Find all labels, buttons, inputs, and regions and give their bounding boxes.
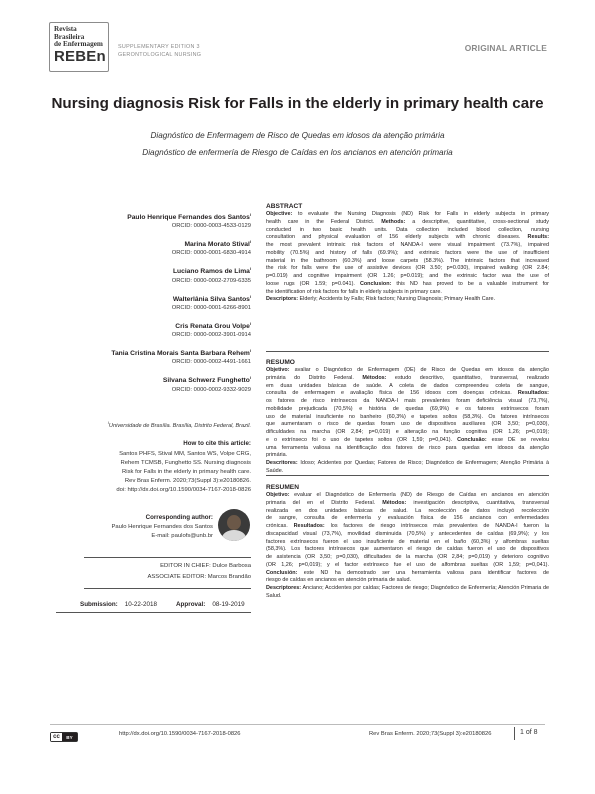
text-run: (58,3%). Los factores intrínsecos que aumentaron el riesgo de caídas fueron el uso de dispositivos (266, 546, 549, 553)
descritores-text: Idoso; Acidentes por Quedas; Fatores de Risco; Diagnóstico de Enfermagem; Atenção Primária à Saúde. (266, 460, 549, 474)
subtitle-spanish: Diagnóstico de enfermería de Riesgo de Caídas en los ancianos en atención primaria (142, 148, 453, 157)
avatar-body (222, 530, 246, 541)
text-run: consulta de enfermagem e avaliação física de 156 idosos com doenças crônicas. (266, 390, 518, 397)
text-line (266, 577, 549, 585)
submission-value: 10-22-2018 (124, 601, 158, 608)
text-line (266, 515, 549, 523)
author-orcid[interactable]: ORCID: 0000-0003-4533-0129 (171, 223, 251, 230)
author-orcid[interactable]: ORCID: 0000-0001-6266-8901 (171, 304, 251, 311)
text-line (266, 383, 549, 391)
footer-divider (50, 724, 545, 725)
author-orcid[interactable]: ORCID: 0000-0002-2709-6335 (171, 277, 251, 284)
resumen-body (266, 492, 549, 585)
text-line (266, 546, 549, 554)
section-label: Resultados: (293, 523, 325, 529)
text-run: este ND ha demostrado ser una herramienta valiosa para identificar factores de (297, 569, 549, 576)
affiliation (56, 420, 251, 429)
text-run: the identification of risk factors for falls in elderly subjects in primary care. (266, 288, 442, 295)
text-line (266, 242, 549, 250)
text-line (266, 539, 549, 547)
cite-line: Risk for Falls in the elderly in primary health care. (122, 468, 251, 475)
text-run: a descriptive, quantitative, cross-sectional study (405, 218, 549, 225)
text-run: uma ferramenta valiosa na identificação dos fatores de risco para quedas em idosos da atenção (266, 444, 549, 451)
editor-in-chief: EDITOR IN CHIEF: Dulce Barbosa (160, 563, 251, 569)
resumo-body (266, 367, 549, 460)
text-line (266, 421, 549, 429)
resumo-descriptors (266, 460, 549, 476)
avatar-face (227, 515, 241, 530)
divider (84, 557, 251, 558)
journal-logo (49, 22, 109, 72)
text-line (266, 289, 549, 297)
approval-label: Approval: (176, 601, 206, 608)
text-run: discapacidad visual (73,7%), movilidad disminuida (70,5%) y antecedentes de caídas (69,9%); y los (266, 530, 549, 537)
author-name-text: Luciano Ramos de Lima (172, 268, 250, 276)
text-line (266, 375, 549, 383)
text-run: que aumentaram o risco de quedas foram uso de dispositivos auxiliares (OR 3,50; p=0,030), (266, 421, 549, 428)
author-name-text: Cris Renata Grou Volpe (175, 323, 250, 331)
resumen-descriptors (266, 585, 549, 601)
descriptores-text: Anciano; Accidentes por caídas; Factores de riesgo; Diagnóstico de Enfermería; Atención Primaria de Salud. (266, 585, 549, 599)
cc-icon: cc (51, 733, 62, 741)
author-orcid[interactable]: ORCID: 0000-0002-4491-1661 (171, 359, 251, 366)
page-number: 1 of 8 (520, 729, 538, 736)
text-line (266, 250, 549, 258)
text-line (266, 452, 549, 460)
author-orcid[interactable]: ORCID: 0000-0002-3901-0914 (171, 332, 251, 339)
text-line (266, 406, 549, 414)
logo-line: de Enfermagem (54, 40, 103, 49)
article-title: Nursing diagnosis Risk for Falls in the elderly in primary health care (51, 95, 544, 112)
section-label: Conclusão: (457, 436, 487, 443)
text-line (266, 508, 549, 516)
author-affiliation-marker: I (249, 348, 251, 354)
text-run: mobility (70.5%) and history of falls (69.9%); and extrinsic factors were the use of insufficient (266, 249, 549, 256)
cite-line: Rehem TCMSB, Funghetto SS. Nursing diagnosis (120, 459, 251, 466)
text-run: esse DE se revelou (486, 436, 549, 443)
text-line (266, 570, 549, 578)
abstract-body (266, 211, 549, 296)
logo-brand: REBEn (54, 47, 106, 65)
text-line (266, 445, 549, 453)
author-affiliation-marker: I (249, 266, 251, 272)
corresponding-author-name: Paulo Henrique Fernandes dos Santos (111, 524, 213, 530)
submission-date (80, 601, 157, 608)
abstract-section (266, 202, 549, 304)
author-name-text: Silvana Schwerz Funghetto (162, 377, 250, 385)
text-line (266, 390, 549, 398)
author-affiliation-marker: I (249, 212, 251, 217)
footer-separator (514, 727, 515, 740)
section-label: Métodos: (362, 374, 387, 381)
section-label: GERONTOLOGICAL NURSING (118, 52, 202, 58)
text-line (266, 265, 549, 273)
cc-license-badge[interactable] (50, 732, 78, 742)
text-run: this ND has proved to be a valuable instrument for (391, 280, 549, 287)
avatar (218, 509, 250, 541)
author-list (56, 210, 251, 394)
descriptors-text: Elderly; Accidents by Falls; Risk factors; Nursing Diagnosis; Primary Health Care. (298, 296, 496, 303)
text-run: to evaluate the Nursing Diagnosis (ND) Risk for Falls in elderly subjects in primary (292, 211, 549, 217)
section-label: Conclusion: (359, 280, 392, 287)
text-run: primaria del en el Distrito Federal. (266, 499, 383, 506)
text-run: los factores de riesgo intrínsecos más prevalentes de NANDA-I fueron la (324, 523, 550, 529)
divider (56, 612, 251, 613)
text-run: dificuldades na marcha (OR 2,84; p=0,019) e alteração na função cognitiva (OR 1,26; p=0,019); (266, 429, 549, 435)
section-label: Methods: (381, 218, 406, 225)
author-affiliation-marker: I (249, 293, 251, 299)
text-run: conducted in two basic health units. Data collection included blood collection, nursing (266, 226, 549, 233)
descriptores-label: Descriptores: (266, 585, 302, 591)
text-line (266, 554, 549, 562)
text-run: the risk for falls were the use of assistive devices (OR 3.50; p=0.030), impaired walking (OR 2.84; (266, 265, 549, 272)
corresponding-author-heading: Corresponding author: (145, 514, 213, 521)
text-line (266, 414, 549, 422)
text-run: consultation and physical evaluation of 156 elderly subjects with chronic diseases. (266, 234, 528, 241)
text-run: material in the bathroom (60.3%) and loose carpets (58.3%). The intrinsic factors that increased (266, 257, 549, 264)
author-name-text: Tania Cristina Morais Santa Barbara Rehem (111, 350, 250, 358)
abstract-heading: ABSTRACT (266, 203, 303, 210)
cite-line: Rev Bras Enferm. 2020;73(Suppl 3):e20180826. (124, 477, 251, 484)
section-label: Objective: (266, 211, 293, 217)
section-label: Objetivo: (266, 367, 290, 373)
author-name-text: Marina Morato Stival (184, 241, 250, 249)
descriptors-label: Descriptors: (266, 296, 299, 303)
text-line (266, 437, 549, 445)
section-label: Resultados: (517, 390, 549, 397)
section-label: Objetivo: (266, 492, 290, 498)
corresponding-author (56, 523, 213, 541)
author-orcid[interactable]: ORCID: 0000-0002-9332-9029 (171, 386, 251, 393)
text-run: evaluar el Diagnóstico de Enfermería (ND) de Riesgo de Caídas en ancianos en atención (289, 492, 549, 498)
associate-editor: ASSOCIATE EDITOR: Marcos Brandão (147, 574, 251, 580)
text-run: os fatores de risco intrínsecos da NANDA-I mais prevalentes foram deficiência visual (73,7%), (266, 398, 549, 404)
resumen-section (266, 483, 549, 601)
logo-line: Brasileira (54, 32, 85, 41)
affiliation-text: Universidade de Brasília. Brasília, Distrito Federal, Brazil. (108, 422, 251, 429)
text-run: investigación descriptiva, cuantitativa, transversal (406, 499, 549, 506)
author-affiliation-marker: I (249, 375, 251, 381)
how-to-cite-body (56, 450, 251, 495)
section-label: Métodos: (382, 499, 407, 506)
approval-value: 08-19-2019 (212, 601, 245, 608)
text-line (266, 500, 549, 508)
footer-citation: Rev Bras Enferm. 2020;73(Suppl 3):e20180826 (369, 731, 492, 737)
text-run: mobilidade prejudicada (70,5%) e história de quedas (69,9%) e os fatores extrínsecos foram (266, 405, 549, 412)
cite-doi-link[interactable]: doi: http://dx.doi.org/10.1590/0034-7167-2018-0826 (116, 486, 251, 493)
text-run: estudo descritivo, quantitativo, transversal, realizado (386, 374, 549, 381)
affiliation-marker: I (107, 420, 109, 425)
subtitle-portuguese: Diagnóstico de Enfermagem de Risco de Quedas em idosos da atenção primária (150, 131, 445, 140)
descritores-label: Descritores: (266, 460, 298, 466)
text-run: em duas unidades básicas de saúde. A coleta de dados compreendeu coleta de sangue, (266, 382, 549, 389)
text-line (266, 273, 549, 281)
author-name (56, 237, 251, 249)
resumen-heading: RESUMEN (266, 484, 299, 491)
text-line (266, 398, 549, 406)
author-affiliation-marker: I (249, 239, 251, 245)
footer-doi-link[interactable]: http://dx.doi.org/10.1590/0034-7167-2018-0826 (119, 731, 241, 737)
logo-line: Revista (54, 25, 77, 33)
text-run: de asistencia (OR 3,50; p=0,030), dificultades de la marcha (OR 2,84; p=0,019) y deterioro cognitivo (266, 554, 549, 560)
author-affiliation-marker: I (249, 320, 251, 326)
author-name (56, 346, 251, 358)
text-line (266, 258, 549, 266)
text-run: de sangre, consulta de enfermería y evaluación física de 156 ancianos con enfermedades (266, 515, 549, 522)
corresponding-author-email[interactable]: E-mail: paulofs@unb.br (151, 533, 213, 539)
text-line (266, 227, 549, 235)
author-name-text: Walterlânia Silva Santos (172, 295, 250, 303)
text-run: the most prevalent intrinsic risk factors of NANDA-I were visual impairment (73.7%), impaired (266, 242, 549, 248)
text-run: riesgo de caídas en ancianos en atención primaria de salud. (266, 577, 412, 584)
abstract-descriptors (266, 296, 549, 304)
section-label: Conclusión: (266, 569, 298, 576)
author-name (56, 373, 251, 385)
text-run: health care in the Federal District. (266, 218, 382, 225)
text-run: primária do Distrito Federal. (266, 374, 363, 381)
divider (266, 351, 549, 352)
author-name (56, 292, 251, 304)
supplementary-edition: SUPPLEMENTARY EDITION 3 (118, 44, 200, 50)
resumo-heading: RESUMO (266, 359, 295, 366)
text-run: factores extrínsecos fueron el uso insuficiente de material en el baño (60,3%) y alfombras sueltas (266, 538, 549, 545)
text-line (266, 234, 549, 242)
text-run: loose rugs (OR 1.59; p=0.041). (266, 280, 360, 287)
text-run: primária. (266, 452, 288, 459)
cite-line: Santos PHFS, Stival MM, Santos WS, Volpe CRG, (119, 451, 251, 457)
text-line (266, 531, 549, 539)
text-run: crónicas. (266, 523, 294, 529)
text-run: e o extrínseco foi o uso de tapetes soltos (OR 1,59; p=0,041). (266, 436, 458, 443)
text-run: avaliar o Diagnóstico de Enfermagem (DE) de Risco de Quedas em idosos da atenção (289, 367, 549, 373)
text-line (266, 211, 549, 219)
author-name (56, 319, 251, 331)
text-line (266, 367, 549, 375)
section-label: Results: (527, 234, 549, 241)
divider (266, 475, 549, 476)
text-line (266, 281, 549, 289)
text-run: p=0.019) and cognitive impairment (OR 1.26; p=0.019); and the extrinsic factor was the use of (266, 273, 549, 279)
by-icon: BY (62, 733, 77, 741)
text-line (266, 429, 549, 437)
approval-date (176, 601, 245, 608)
text-run: realizada en dos unidades básicas de salud. La recolección de datos incluyó recolección (266, 507, 549, 514)
text-run: uso de material insuficiente no banheiro (60,3%) e tapetes soltos (58,3%). Os fatores intrínsecos (266, 413, 549, 420)
text-line (266, 219, 549, 227)
submission-label: Submission: (80, 601, 118, 608)
author-name (56, 264, 251, 276)
how-to-cite-heading: How to cite this article: (183, 440, 251, 447)
author-name (56, 210, 251, 222)
author-orcid[interactable]: ORCID: 0000-0001-6830-4914 (171, 250, 251, 257)
text-line (266, 562, 549, 570)
text-line (266, 492, 549, 500)
resumo-section (266, 358, 549, 476)
divider (84, 588, 251, 589)
text-line (266, 523, 549, 531)
author-name-text: Paulo Henrique Fernandes dos Santos (127, 214, 250, 222)
text-run: (OR 1,26; p=0,019); y el factor extrínseco fue el uso de alfombras sueltas (OR 1,59; p=0,041). (266, 561, 549, 568)
article-type: ORIGINAL ARTICLE (464, 43, 547, 53)
